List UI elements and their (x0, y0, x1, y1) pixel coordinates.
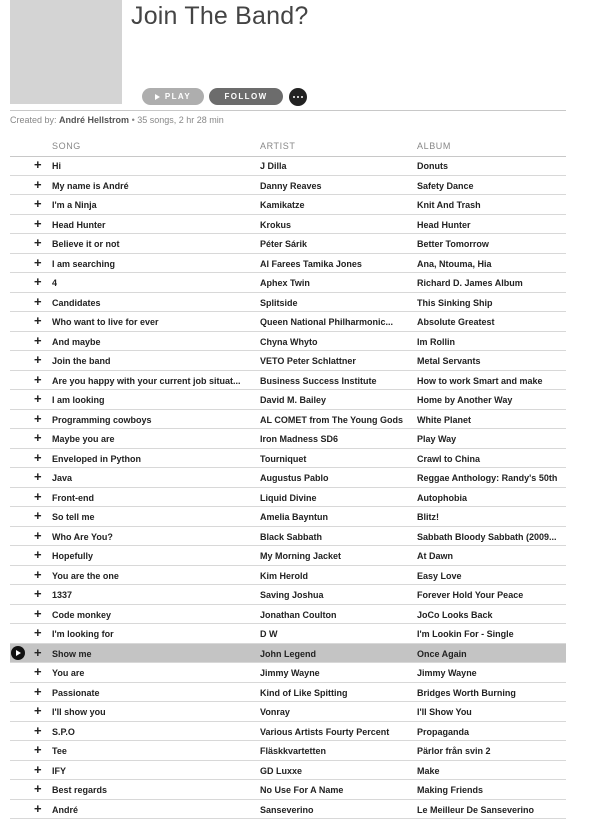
column-header-artist[interactable]: ARTIST (260, 141, 296, 151)
track-song: Passionate (52, 687, 100, 698)
add-track-icon[interactable]: + (34, 664, 42, 679)
track-artist[interactable]: Kind of Like Spitting (260, 687, 348, 698)
track-row[interactable] (10, 780, 566, 800)
add-track-icon[interactable]: + (34, 722, 42, 738)
track-artist[interactable]: Fläskkvartetten (260, 746, 327, 756)
track-song: Programming cowboys (52, 414, 152, 425)
track-artist[interactable]: Various Artists Fourty Percent (260, 726, 390, 737)
add-track-icon[interactable]: + (34, 215, 42, 231)
track-artist[interactable]: Krokus (260, 219, 292, 230)
track-row[interactable] (10, 800, 566, 819)
track-row[interactable] (10, 546, 566, 566)
add-track-icon[interactable]: + (34, 625, 42, 640)
header-divider (10, 110, 566, 111)
track-list (10, 156, 566, 819)
track-artist[interactable]: Iron Madness SD6 (260, 434, 339, 444)
add-track-icon[interactable]: + (34, 761, 42, 777)
track-album[interactable]: How to work Smart and make (417, 375, 543, 386)
track-artist[interactable]: Jonathan Coulton (260, 609, 337, 620)
add-track-icon[interactable]: + (34, 586, 42, 601)
track-row[interactable] (10, 351, 566, 371)
track-row[interactable] (10, 605, 566, 625)
track-album[interactable]: Richard D. James Album (417, 278, 523, 288)
track-row[interactable] (10, 702, 566, 722)
add-track-icon[interactable]: + (34, 410, 42, 426)
track-artist[interactable]: Augustus Pablo (260, 473, 329, 483)
track-row[interactable] (10, 449, 566, 469)
track-row[interactable] (10, 215, 566, 235)
track-artist[interactable]: David M. Bailey (260, 395, 327, 405)
track-row[interactable] (10, 234, 566, 254)
track-artist[interactable]: J Dilla (260, 161, 287, 171)
track-album[interactable]: White Planet (417, 414, 472, 425)
playlist-summary: • 35 songs, 2 hr 28 min (131, 115, 224, 125)
track-album[interactable]: Autophobia (417, 492, 467, 503)
track-song: Enveloped in Python (52, 453, 142, 464)
more-dot-icon (297, 96, 299, 98)
play-track-icon[interactable] (11, 646, 25, 660)
track-artist[interactable]: My Morning Jacket (260, 551, 342, 561)
add-track-icon[interactable]: + (34, 176, 42, 192)
track-row[interactable] (10, 527, 566, 547)
track-artist[interactable]: Sanseverino (260, 804, 314, 815)
track-artist[interactable]: Black Sabbath (260, 531, 323, 542)
add-track-icon[interactable]: + (34, 683, 42, 699)
track-album[interactable]: Crawl to China (417, 453, 481, 464)
add-track-icon[interactable]: + (34, 605, 42, 621)
track-album[interactable]: Easy Love (417, 570, 462, 581)
track-row[interactable] (10, 488, 566, 508)
track-artist[interactable]: Al Farees Tamika Jones (260, 258, 362, 269)
track-artist[interactable]: Danny Reaves (260, 180, 322, 191)
track-song: Who Are You? (52, 531, 113, 542)
add-track-icon[interactable]: + (34, 254, 42, 270)
add-track-icon[interactable]: + (34, 235, 42, 250)
track-artist[interactable]: Vonray (260, 707, 290, 717)
track-album[interactable]: Im Rollin (417, 336, 455, 347)
track-song: Tee (52, 746, 67, 756)
play-button[interactable] (142, 88, 204, 105)
track-row[interactable] (10, 195, 566, 215)
track-row[interactable] (10, 468, 566, 488)
add-track-icon[interactable]: + (34, 371, 42, 387)
track-row[interactable] (10, 176, 566, 196)
column-header-song[interactable]: SONG (52, 141, 81, 151)
add-track-icon[interactable]: + (34, 391, 42, 406)
track-row[interactable] (10, 332, 566, 352)
track-album[interactable]: Forever Hold Your Peace (417, 590, 524, 600)
track-artist[interactable]: Jimmy Wayne (260, 668, 320, 678)
track-album[interactable]: I'm Lookin For - Single (417, 629, 514, 639)
track-song: Join the band (52, 356, 111, 366)
track-album[interactable]: Once Again (417, 648, 467, 659)
track-song: Candidates (52, 297, 101, 308)
track-song: 4 (52, 278, 58, 288)
track-row[interactable] (10, 429, 566, 449)
track-row[interactable] (10, 390, 566, 410)
track-album[interactable]: Play Way (417, 434, 457, 444)
track-row[interactable] (10, 585, 566, 605)
track-album[interactable]: Better Tomorrow (417, 239, 489, 249)
add-track-icon[interactable]: + (34, 430, 42, 445)
track-album[interactable]: Make (417, 765, 440, 776)
track-song: Show me (52, 648, 92, 659)
add-track-icon[interactable]: + (34, 196, 42, 211)
playlist-cover (10, 0, 122, 104)
add-track-icon[interactable]: + (34, 703, 42, 718)
track-artist[interactable]: Splitside (260, 297, 298, 308)
track-artist[interactable]: Queen National Philharmonic... (260, 317, 394, 327)
track-song: I am looking (52, 395, 105, 405)
add-track-icon[interactable]: + (34, 644, 42, 660)
track-album[interactable]: Le Meilleur De Sanseverino (417, 804, 535, 815)
track-song: I'll show you (52, 707, 106, 717)
track-album[interactable]: Home by Another Way (417, 395, 513, 405)
track-album[interactable]: Safety Dance (417, 180, 474, 191)
track-row[interactable] (10, 312, 566, 332)
track-song: André (52, 804, 79, 815)
track-row[interactable] (10, 761, 566, 781)
track-song: Front-end (52, 492, 94, 503)
track-row[interactable] (10, 507, 566, 527)
track-row[interactable] (10, 254, 566, 274)
track-row[interactable] (10, 683, 566, 703)
track-song: S.P.O (52, 726, 75, 737)
track-song: And maybe (52, 336, 101, 347)
track-album[interactable]: Bridges Worth Burning (417, 687, 516, 698)
track-artist[interactable]: Kim Herold (260, 570, 309, 581)
add-track-icon[interactable]: + (34, 781, 42, 796)
track-artist[interactable]: Kamikatze (260, 200, 305, 210)
track-song: Code monkey (52, 609, 112, 620)
track-artist[interactable]: Liquid Divine (260, 492, 317, 503)
track-album[interactable]: At Dawn (417, 551, 453, 561)
follow-button-label: FOLLOW (224, 92, 268, 101)
created-by-label: Created by: (10, 115, 57, 125)
add-track-icon[interactable]: + (34, 157, 42, 172)
track-song: Believe it or not (52, 239, 120, 249)
add-track-icon[interactable]: + (34, 742, 42, 757)
add-track-icon[interactable]: + (34, 332, 42, 348)
playlist-meta (10, 115, 224, 125)
track-album[interactable]: Blitz! (417, 512, 439, 522)
track-song: Hi (52, 161, 61, 171)
track-artist[interactable]: No Use For A Name (260, 785, 344, 795)
add-track-icon[interactable]: + (34, 488, 42, 504)
track-album[interactable]: Making Friends (417, 785, 484, 795)
track-album[interactable]: Ana, Ntouma, Hia (417, 258, 492, 269)
add-track-icon[interactable]: + (34, 352, 42, 367)
more-dot-icon (301, 96, 303, 98)
track-song: My name is André (52, 180, 129, 191)
track-song: Are you happy with your current job situat... (52, 375, 241, 386)
track-row[interactable] (10, 371, 566, 391)
track-song: I'm a Ninja (52, 200, 97, 210)
track-artist[interactable]: Saving Joshua (260, 590, 324, 600)
track-row[interactable] (10, 566, 566, 586)
track-album[interactable]: Knit And Trash (417, 200, 481, 210)
track-album[interactable]: Donuts (417, 161, 448, 171)
add-track-icon[interactable]: + (34, 313, 42, 328)
track-song: Hopefully (52, 551, 94, 561)
add-track-icon[interactable]: + (34, 547, 42, 562)
track-row[interactable] (10, 644, 566, 664)
track-row[interactable] (10, 624, 566, 644)
track-row[interactable] (10, 273, 566, 293)
play-icon (155, 94, 160, 100)
track-artist[interactable]: Chyna Whyto (260, 336, 318, 347)
add-track-icon[interactable]: + (34, 293, 42, 309)
track-song: Head Hunter (52, 219, 106, 230)
track-row[interactable] (10, 410, 566, 430)
column-header-album[interactable]: ALBUM (417, 141, 452, 151)
track-album[interactable]: JoCo Looks Back (417, 609, 493, 620)
add-track-icon[interactable]: + (34, 469, 42, 484)
track-song: So tell me (52, 512, 95, 522)
track-album[interactable]: Absolute Greatest (417, 317, 495, 327)
track-artist[interactable]: D W (260, 629, 278, 639)
track-artist[interactable]: VETO Peter Schlattner (260, 356, 356, 366)
track-song: 1337 (52, 590, 73, 600)
track-album[interactable]: I'll Show You (417, 707, 472, 717)
more-dot-icon (293, 96, 295, 98)
track-song: Maybe you are (52, 434, 115, 444)
track-artist[interactable]: Tourniquet (260, 453, 307, 464)
add-track-icon[interactable]: + (34, 508, 42, 523)
add-track-icon[interactable]: + (34, 566, 42, 582)
track-row[interactable] (10, 722, 566, 742)
play-button-label: PLAY (164, 92, 192, 101)
track-artist[interactable]: Amelia Bayntun (260, 512, 329, 522)
playlist-title: Join The Band? (131, 2, 309, 30)
creator-link[interactable]: André Hellstrom (59, 115, 130, 125)
track-row[interactable] (10, 741, 566, 761)
track-artist[interactable]: Aphex Twin (260, 278, 310, 288)
add-track-icon[interactable]: + (34, 449, 42, 465)
track-song: You are the one (52, 570, 119, 581)
track-song: Best regards (52, 785, 108, 795)
track-artist[interactable]: Business Success Institute (260, 375, 377, 386)
follow-button[interactable] (209, 88, 283, 105)
track-artist[interactable]: John Legend (260, 648, 316, 659)
track-artist[interactable]: AL COMET from The Young Gods (260, 414, 403, 425)
track-artist[interactable]: Péter Sárik (260, 239, 308, 249)
track-row[interactable] (10, 293, 566, 313)
track-album[interactable]: Pärlor från svin 2 (417, 746, 491, 756)
track-song: You are (52, 668, 85, 678)
track-song: I am searching (52, 258, 116, 269)
add-track-icon[interactable]: + (34, 800, 42, 816)
track-album[interactable]: This Sinking Ship (417, 297, 493, 308)
more-options-button[interactable] (289, 88, 307, 106)
track-artist[interactable]: GD Luxxe (260, 765, 303, 776)
track-album[interactable]: Sabbath Bloody Sabbath (2009... (417, 531, 557, 542)
track-row[interactable] (10, 156, 566, 176)
track-album[interactable]: Jimmy Wayne (417, 668, 477, 678)
track-album[interactable]: Reggae Anthology: Randy's 50th (417, 473, 558, 483)
track-row[interactable] (10, 663, 566, 683)
track-album[interactable]: Head Hunter (417, 219, 471, 230)
track-song: Java (52, 473, 73, 483)
track-album[interactable]: Metal Servants (417, 356, 481, 366)
add-track-icon[interactable]: + (34, 274, 42, 289)
add-track-icon[interactable]: + (34, 527, 42, 543)
track-song: IFY (52, 765, 67, 776)
track-album[interactable]: Propaganda (417, 726, 470, 737)
track-song: Who want to live for ever (52, 317, 159, 327)
track-song: I'm looking for (52, 629, 114, 639)
